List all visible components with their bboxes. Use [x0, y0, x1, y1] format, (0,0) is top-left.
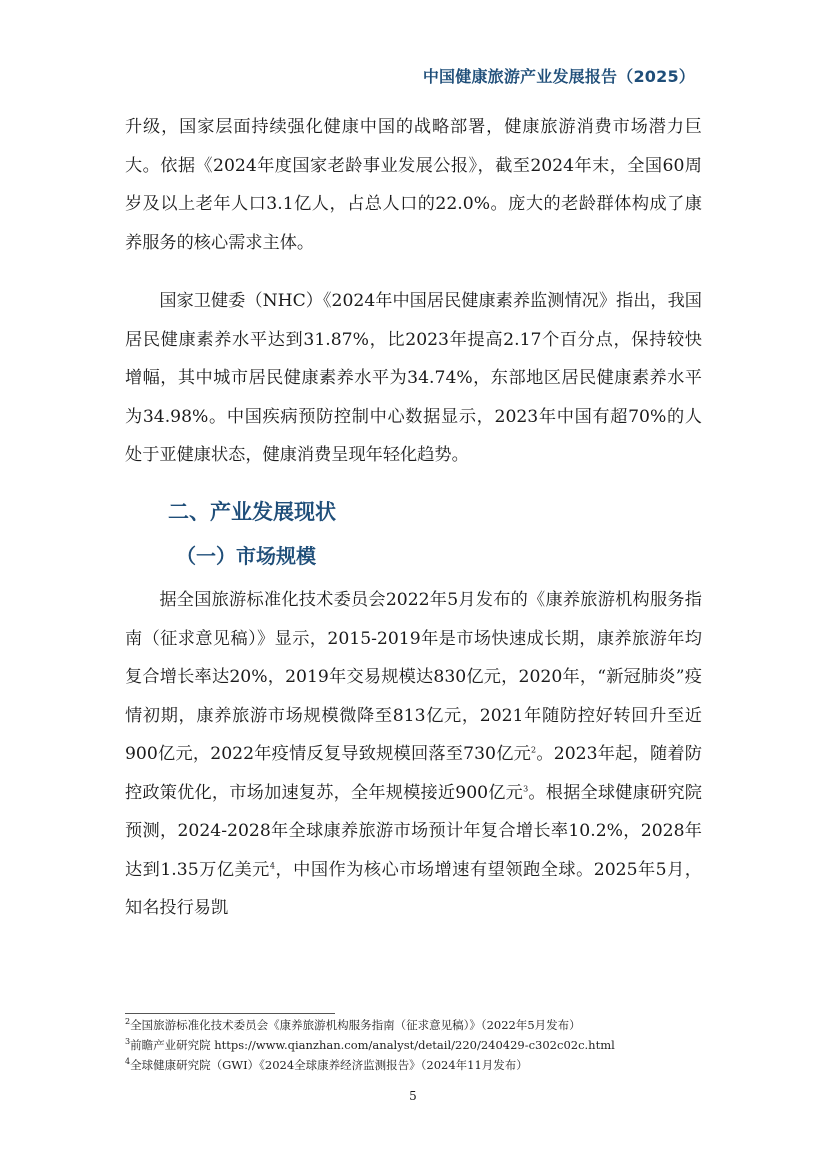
footnote-reference[interactable]: 4: [269, 860, 275, 870]
footnotes: [125, 1015, 705, 1075]
subsection-heading: （一）市场规模: [176, 544, 316, 568]
paragraph-market-size: [125, 581, 702, 928]
footnote-number: 2: [125, 1017, 131, 1027]
footnote-item: [125, 1035, 705, 1055]
paragraph-text-segment: ，中国作为核心市场增速有望领跑全球。2025年5月，知名投行易凯: [125, 859, 702, 918]
footnote-number: 3: [125, 1037, 131, 1047]
paragraph-health-literacy: 国家卫健委（NHC）《2024年中国居民健康素养监测情况》指出，我国居民健康素养水平达到31.87%，比2023年提高2.17个百分点，保持较快增幅，其中城市居民健康素养水平为34.74%，东部地区居民健康素养水平为34.98%。中国疾病预防控制中心数据显示，2023年中国有超70%的人处于亚健康状态，健康消费呈现年轻化趋势。: [125, 291, 702, 465]
paragraph-text-segment: 据全国旅游标准化技术委员会2022年5月发布的《康养旅游机构服务指南（征求意见稿）》显示，2015-2019年是市场快速成长期，康养旅游年均复合增长率达20%，2019年交易规模达830亿元，2020年，“新冠肺炎”疫情初期，康养旅游市场规模微降至813亿元，2021年随防控好转回升至近900亿元，2022年疫情反复导致规模回落至730亿元: [125, 590, 702, 764]
footnote-number: 4: [125, 1057, 131, 1067]
footnote-item: [125, 1015, 705, 1035]
footnote-text[interactable]: 前瞻产业研究院 https://www.qianzhan.com/analyst/detail/220/240429-c302c02c.html: [130, 1038, 615, 1052]
paragraph-text-segment: 。根据全球健康研究院预测，2024-2028年全球康养旅游市场预计年复合增长率10.2%，2028年达到1.35万亿美元: [125, 782, 702, 880]
footnote-text: 全球健康研究院（GWI）《2024全球康养经济监测报告》（2024年11月发布）: [130, 1058, 528, 1072]
footnote-reference[interactable]: 2: [531, 745, 537, 755]
section-heading: 二、产业发展现状: [168, 500, 336, 524]
footnote-divider: [125, 1013, 335, 1014]
running-header: 中国健康旅游产业发展报告（2025）: [422, 67, 695, 86]
footnote-reference[interactable]: 3: [523, 783, 529, 793]
page-number: 5: [409, 1089, 417, 1103]
footnote-text: 全国旅游标准化技术委员会《康养旅游机构服务指南（征求意见稿）》（2022年5月发布）: [130, 1018, 581, 1032]
paragraph-aging-population: 升级，国家层面持续强化健康中国的战略部署，健康旅游消费市场潜力巨大。依据《2024年度国家老龄事业发展公报》，截至2024年末，全国60周岁及以上老年人口3.1亿人，占总人口的22.0%。庞大的老龄群体构成了康养服务的核心需求主体。: [125, 117, 702, 253]
footnote-item: [125, 1055, 705, 1075]
paragraph-text-segment: 。2023年起，随着防控政策优化，市场加速复苏，全年规模接近900亿元: [125, 744, 702, 803]
